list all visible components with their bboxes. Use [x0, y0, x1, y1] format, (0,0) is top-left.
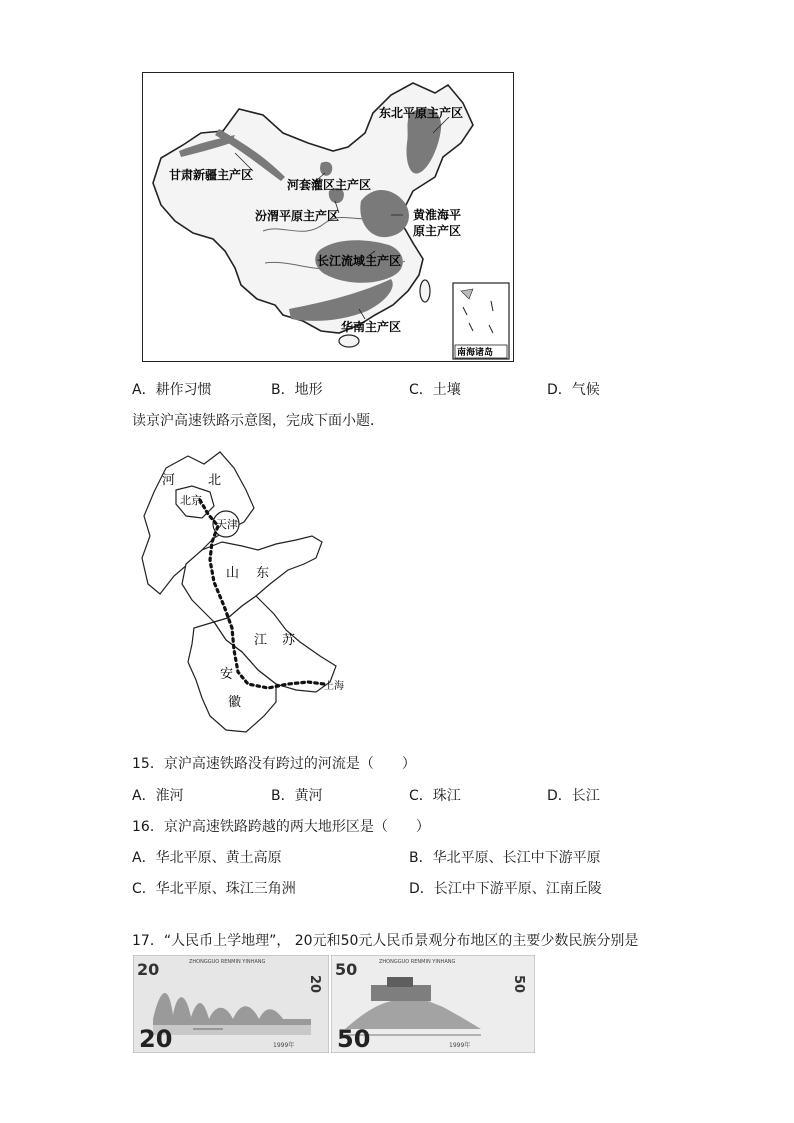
q15-stem: 15．京沪高速铁路没有跨过的河流是（ ）: [132, 756, 416, 772]
label-fenwei: 汾渭平原主产区: [255, 209, 340, 223]
note50-value-bottom: 50: [337, 1025, 371, 1053]
label-anhui-2: 徽: [228, 695, 242, 710]
q16-option-c[interactable]: C．华北平原、珠江三角洲: [132, 881, 296, 897]
note50-header: ZHONGGUO RENMIN YINHANG: [379, 959, 456, 965]
label-huanghuaihai-1: 黄淮海平: [413, 208, 462, 222]
intro-text: 读京沪高速铁路示意图，完成下面小题．: [132, 413, 384, 429]
label-hetao: 河套灌区主产区: [287, 178, 372, 192]
south-china-sea-inset: [453, 283, 509, 359]
label-tianjin: 天津: [216, 518, 238, 531]
q15-option-d[interactable]: D．长江: [547, 788, 600, 804]
q14-option-a[interactable]: A．耕作习惯: [132, 382, 212, 398]
region-hetao-shape: [320, 162, 332, 176]
q14-option-c[interactable]: C．土壤: [409, 382, 461, 398]
label-gansu-xinjiang: 甘肃新疆主产区: [169, 168, 254, 182]
q17-stem: 17．“人民币上学地理”， 20元和50元人民币景观分布地区的主要少数民族分别是: [132, 933, 639, 949]
label-huanghuaihai-2: 原主产区: [413, 224, 462, 238]
label-south: 华南主产区: [341, 320, 402, 334]
note50-value-side: 50: [511, 975, 526, 994]
q14-option-d[interactable]: D．气候: [547, 382, 600, 398]
q15-option-a[interactable]: A．淮河: [132, 788, 184, 804]
q16-option-b[interactable]: B．华北平原、长江中下游平原: [409, 850, 601, 866]
inset-label: 南海诸岛: [457, 348, 494, 358]
note50-value-top: 50: [335, 960, 358, 979]
label-shanghai: 上海: [324, 681, 344, 692]
note20-value-top: 20: [137, 960, 160, 979]
note20-value-side: 20: [307, 975, 322, 994]
note50-year: 1999年: [449, 1042, 471, 1049]
banknote-images: [133, 955, 535, 1053]
q14-option-b[interactable]: B．地形: [271, 382, 323, 398]
grain-regions-map: [142, 72, 514, 362]
banknote-20: [133, 955, 329, 1053]
label-hebei-1: 河: [162, 473, 176, 488]
banknote-50: [331, 955, 535, 1053]
label-anhui-1: 安: [220, 667, 234, 682]
note20-year: 1999年: [273, 1042, 295, 1049]
q16-option-d[interactable]: D．长江中下游平原、江南丘陵: [409, 881, 602, 897]
label-beijing: 北京: [180, 494, 202, 507]
beijing-shanghai-railway-map: [130, 446, 370, 738]
q15-option-c[interactable]: C．珠江: [409, 788, 461, 804]
label-hebei-2: 北: [208, 473, 222, 488]
note20-value-bottom: 20: [139, 1025, 173, 1053]
q16-stem: 16．京沪高速铁路跨越的两大地形区是（ ）: [132, 819, 430, 835]
label-northeast: 东北平原主产区: [379, 106, 464, 120]
q15-option-b[interactable]: B．黄河: [271, 788, 323, 804]
q16-option-a[interactable]: A．华北平原、黄土高原: [132, 850, 282, 866]
note20-header: ZHONGGUO RENMIN YINHANG: [189, 959, 266, 965]
label-jiangsu-1: 江: [254, 633, 268, 648]
label-shandong-1: 山: [226, 566, 240, 581]
label-shandong-2: 东: [256, 566, 270, 581]
label-yangtze: 长江流域主产区: [317, 254, 402, 268]
label-jiangsu-2: 苏: [282, 633, 296, 648]
